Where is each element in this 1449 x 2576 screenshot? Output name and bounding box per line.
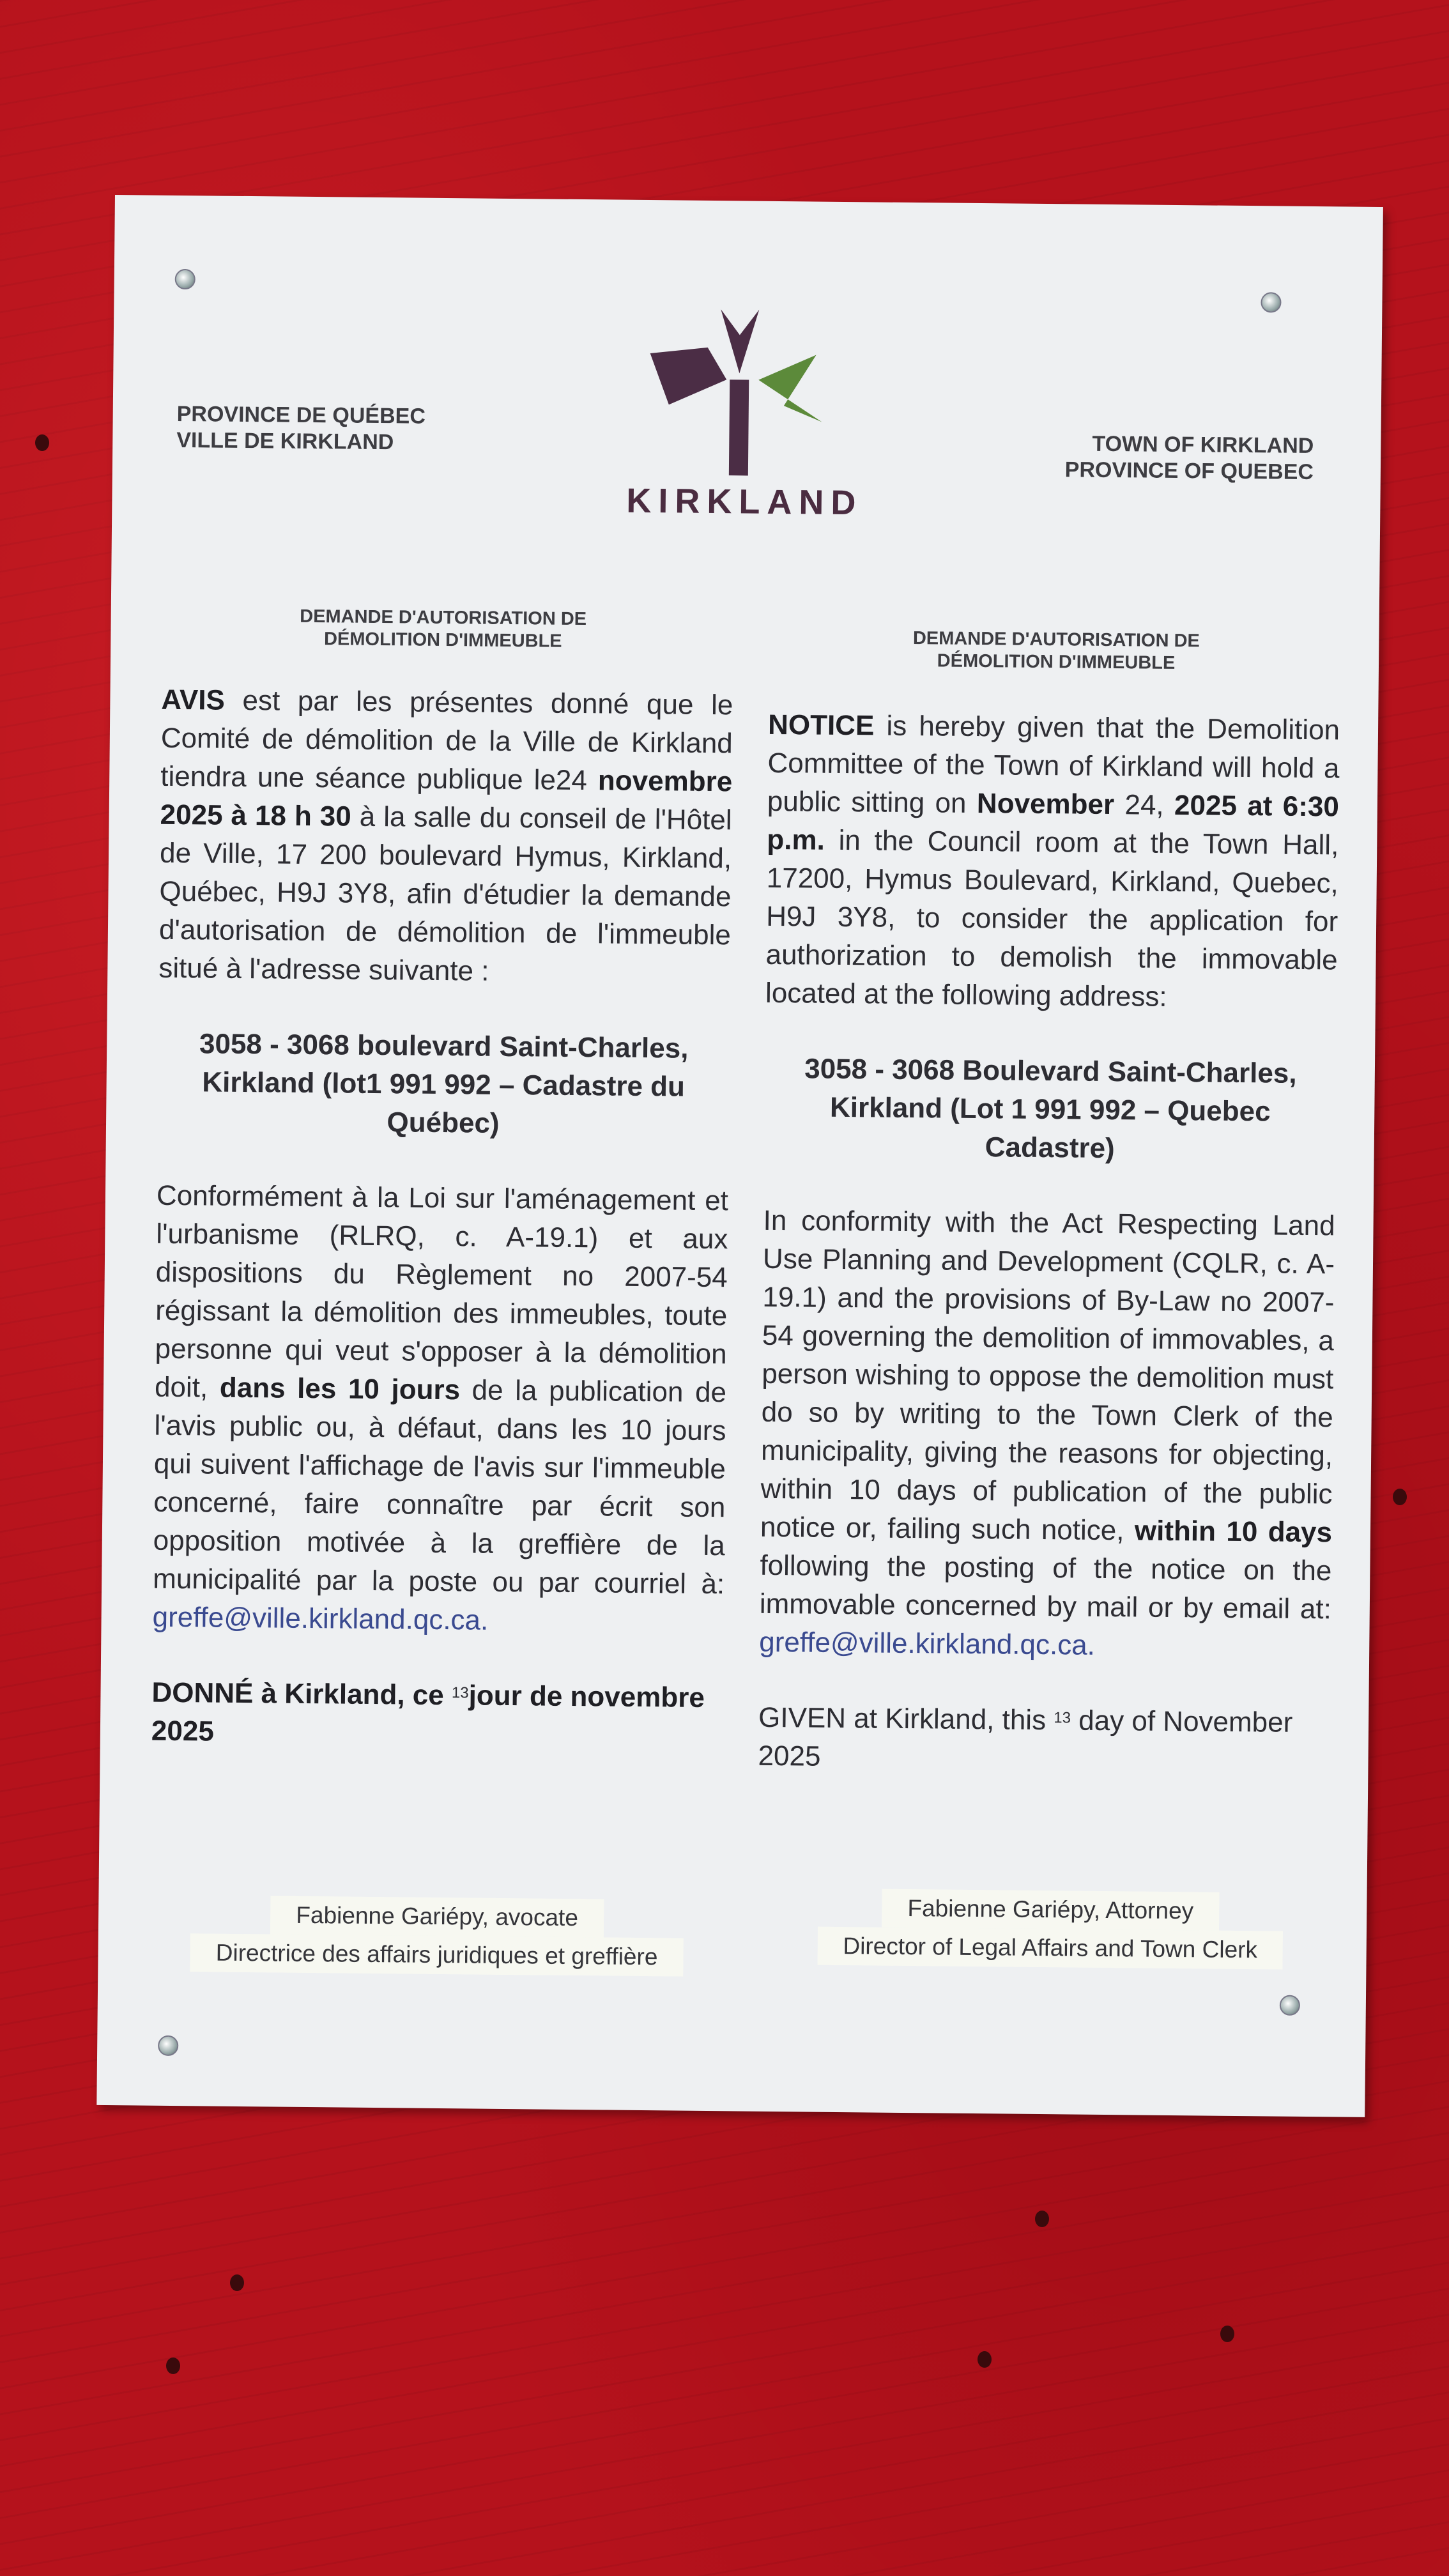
board-knot (1035, 2211, 1049, 2227)
board-knot (230, 2274, 244, 2291)
french-given-line: DONNÉ à Kirkland, ce $^{13}$jour de novembre 2025 (151, 1676, 705, 1747)
english-conformity-paragraph: In conformity with the Act Respecting Land Use Planning and Development (CQLR, c. A-19.1) and the provisions of By-Law no 2007-54 governing the demolition of immovables, a person wishing to oppose the demolition must do so by writing to the Town Clerk of the municipality, giving the reasons for objecting, within 10 days of publication of the public notice or, failing such notice, within 10 days following the posting of the notice on the immovable concerned by mail or by email at: greffe@ville.kirkland.qc.ca. (759, 1204, 1335, 1661)
public-notice-sign (96, 195, 1383, 2117)
subtitle-english: DEMANDE D'AUTORISATION DE DÉMOLITION D'IMMEUBLE (912, 628, 1200, 673)
screw-icon (175, 269, 195, 289)
screw-icon (1280, 1995, 1300, 2016)
board-knot (35, 434, 49, 451)
screw-icon (158, 2035, 178, 2056)
french-signature: Fabienne Gariépy, avocate Directrice des affairs juridiques et greffière (149, 1895, 724, 1977)
french-conformity-paragraph: Conformément à la Loi sur l'aménagement et l'urbanisme (RLRQ, c. A-19.1) et aux dispositions du Règlement no 2007-54 régissant la démolition des immeubles, toute personne qui veut s'opposer à la démolition doit, dans les 10 jours de la publication de l'avis public ou, à défaut, dans les 10 jours qui suivent l'affichage de l'avis sur l'immeuble concerné, faire connaître par écrit son opposition motivée à la greffière de la municipalité par la poste ou par courriel à: greffe@ville.kirkland.qc.ca. (152, 1179, 729, 1636)
english-notice-paragraph: NOTICE is hereby given that the Demolition Committee of the Town of Kirkland will hold a public sitting on November 24, 2025 at 6:30 p.m. in the Council room at the Town Hall, 17200, Hymus Boulevard, Kirkland, Quebec, H9J 3Y8, to consider the application for authorization to demolish the immovable located at the following address: (765, 709, 1340, 1013)
board-knot (166, 2358, 180, 2374)
logo-wordmark: KIRKLAND (626, 481, 863, 523)
kirkland-logo-icon (643, 309, 836, 477)
french-column (151, 681, 733, 1756)
header-english-jurisdiction: TOWN OF KIRKLAND PROVINCE OF QUEBEC (1064, 431, 1314, 485)
email-link[interactable]: greffe@ville.kirkland.qc.ca. (152, 1601, 489, 1636)
board-knot (1393, 1489, 1407, 1505)
french-address: 3058 - 3068 boulevard Saint-Charles, Kirkland (lot1 991 992 – Cadastre du Québec) (199, 1028, 689, 1139)
screw-icon (1261, 292, 1281, 312)
french-notice-paragraph: AVIS est par les présentes donné que le Comité de démolition de la Ville de Kirkland tiendra une séance publique le24 novembre 2025 à 18 h 30 à la salle du conseil de l'Hôtel de Ville, 17 200 boulevard Hymus, Kirkland, Québec, H9J 3Y8, afin d'étudier la demande d'autorisation de démolition de l'immeuble situé à l'adresse suivante : (158, 684, 733, 987)
english-column (758, 706, 1340, 1781)
email-link[interactable]: greffe@ville.kirkland.qc.ca. (759, 1626, 1096, 1661)
english-address: 3058 - 3068 Boulevard Saint-Charles, Kirkland (Lot 1 991 992 – Quebec Cadastre) (804, 1053, 1297, 1165)
board-knot (977, 2351, 992, 2368)
subtitle-french: DEMANDE D'AUTORISATION DE DÉMOLITION D'IMMEUBLE (300, 606, 587, 652)
english-given-line: GIVEN at Kirkland, this $^{13}$ day of November 2025 (758, 1701, 1293, 1772)
board-knot (1220, 2326, 1234, 2342)
english-signature: Fabienne Gariépy, Attorney Director of Legal Affairs and Town Clerk (762, 1888, 1338, 1970)
header-french-jurisdiction: PROVINCE DE QUÉBEC VILLE DE KIRKLAND (176, 401, 426, 455)
